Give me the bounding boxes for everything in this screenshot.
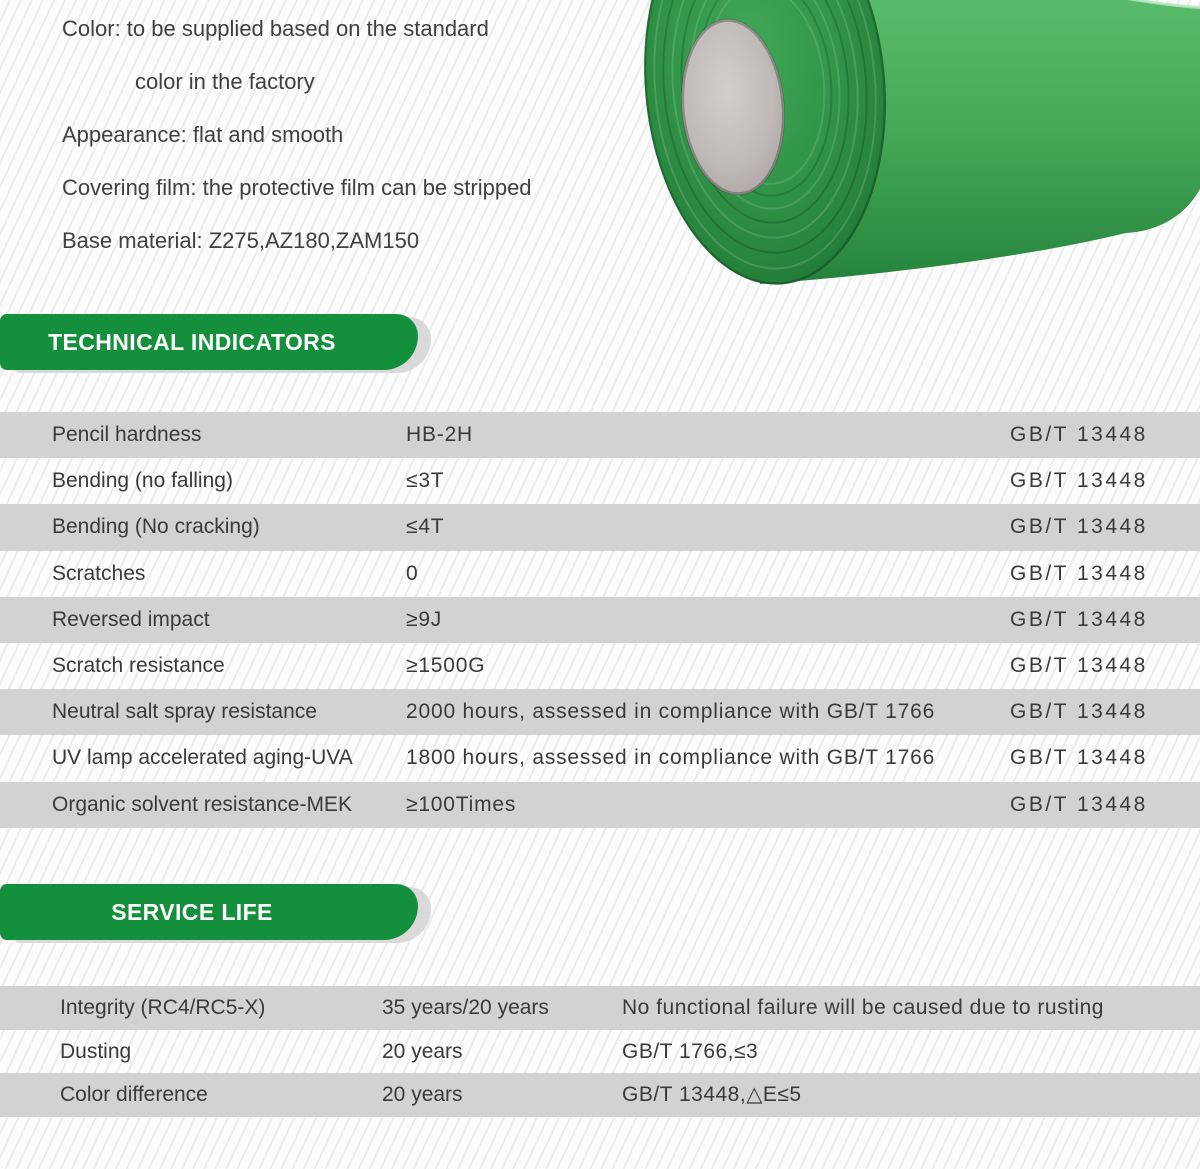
spec-label: Bending (no falling) xyxy=(52,469,233,493)
section-banner-technical xyxy=(0,314,418,370)
table-row xyxy=(0,504,1200,550)
service-label: Integrity (RC4/RC5-X) xyxy=(60,996,266,1019)
intro-line-appearance: Appearance: flat and smooth xyxy=(62,122,344,147)
spec-label: Reversed impact xyxy=(52,607,210,631)
spec-label: Organic solvent resistance-MEK xyxy=(52,792,352,816)
service-value: 20 years xyxy=(382,1039,463,1063)
spec-standard: GB/T 13448 xyxy=(1010,469,1148,493)
intro-line-base: Base material: Z275,AZ180,ZAM150 xyxy=(62,228,420,253)
table-row xyxy=(0,458,1200,504)
spec-label: UV lamp accelerated aging-UVA xyxy=(52,746,353,770)
spec-label: Neutral salt spray resistance xyxy=(52,700,317,724)
table-row xyxy=(0,643,1200,689)
spec-value: ≥9J xyxy=(406,607,443,631)
spec-standard: GB/T 13448 xyxy=(1010,515,1148,539)
spec-value: ≤3T xyxy=(406,469,445,493)
intro-line-color-2: color in the factory xyxy=(135,69,315,94)
intro-line-covering: Covering film: the protective film can be stripped xyxy=(62,175,532,200)
table-row xyxy=(0,782,1200,828)
service-note: No functional failure will be caused due to rusting xyxy=(622,996,1104,1019)
table-row xyxy=(0,986,1200,1030)
spec-value: ≤4T xyxy=(406,515,445,539)
spec-value: 2000 hours, assessed in compliance with GB/T 1766 xyxy=(406,700,936,724)
table-row xyxy=(0,412,1200,458)
spec-standard: GB/T 13448 xyxy=(1010,792,1148,816)
service-note: GB/T 13448,△E≤5 xyxy=(622,1083,802,1106)
service-label: Dusting xyxy=(60,1039,132,1063)
spec-value: 0 xyxy=(406,561,419,585)
spec-value: 1800 hours, assessed in compliance with GB/T 1766 xyxy=(406,746,936,770)
spec-label: Scratches xyxy=(52,561,146,585)
spec-standard: GB/T 13448 xyxy=(1010,700,1148,724)
spec-value: ≥100Times xyxy=(406,792,517,816)
spec-standard: GB/T 13448 xyxy=(1010,561,1148,585)
service-life-table xyxy=(0,986,1200,1117)
table-row xyxy=(0,735,1200,781)
spec-standard: GB/T 13448 xyxy=(1010,653,1148,677)
spec-label: Pencil hardness xyxy=(52,423,202,446)
steel-coil-image xyxy=(630,0,1200,300)
spec-label: Bending (No cracking) xyxy=(52,515,260,539)
spec-standard: GB/T 13448 xyxy=(1010,607,1148,631)
service-label: Color difference xyxy=(60,1083,208,1106)
service-note: GB/T 1766,≤3 xyxy=(622,1039,759,1063)
spec-value: ≥1500G xyxy=(406,653,486,677)
table-row xyxy=(0,689,1200,735)
table-row xyxy=(0,1073,1200,1117)
table-row xyxy=(0,1030,1200,1074)
intro-line-color: Color: to be supplied based on the standard xyxy=(62,16,489,41)
table-row xyxy=(0,551,1200,597)
section-title-technical: TECHNICAL INDICATORS xyxy=(48,329,336,355)
spec-standard: GB/T 13448 xyxy=(1010,423,1148,446)
service-value: 20 years xyxy=(382,1083,463,1106)
service-value: 35 years/20 years xyxy=(382,996,549,1019)
spec-label: Scratch resistance xyxy=(52,653,225,677)
spec-value: HB-2H xyxy=(406,423,474,446)
table-row xyxy=(0,597,1200,643)
section-banner-service xyxy=(0,884,418,940)
section-title-service: SERVICE LIFE xyxy=(111,899,273,925)
technical-indicators-table xyxy=(0,412,1200,828)
spec-standard: GB/T 13448 xyxy=(1010,746,1148,770)
